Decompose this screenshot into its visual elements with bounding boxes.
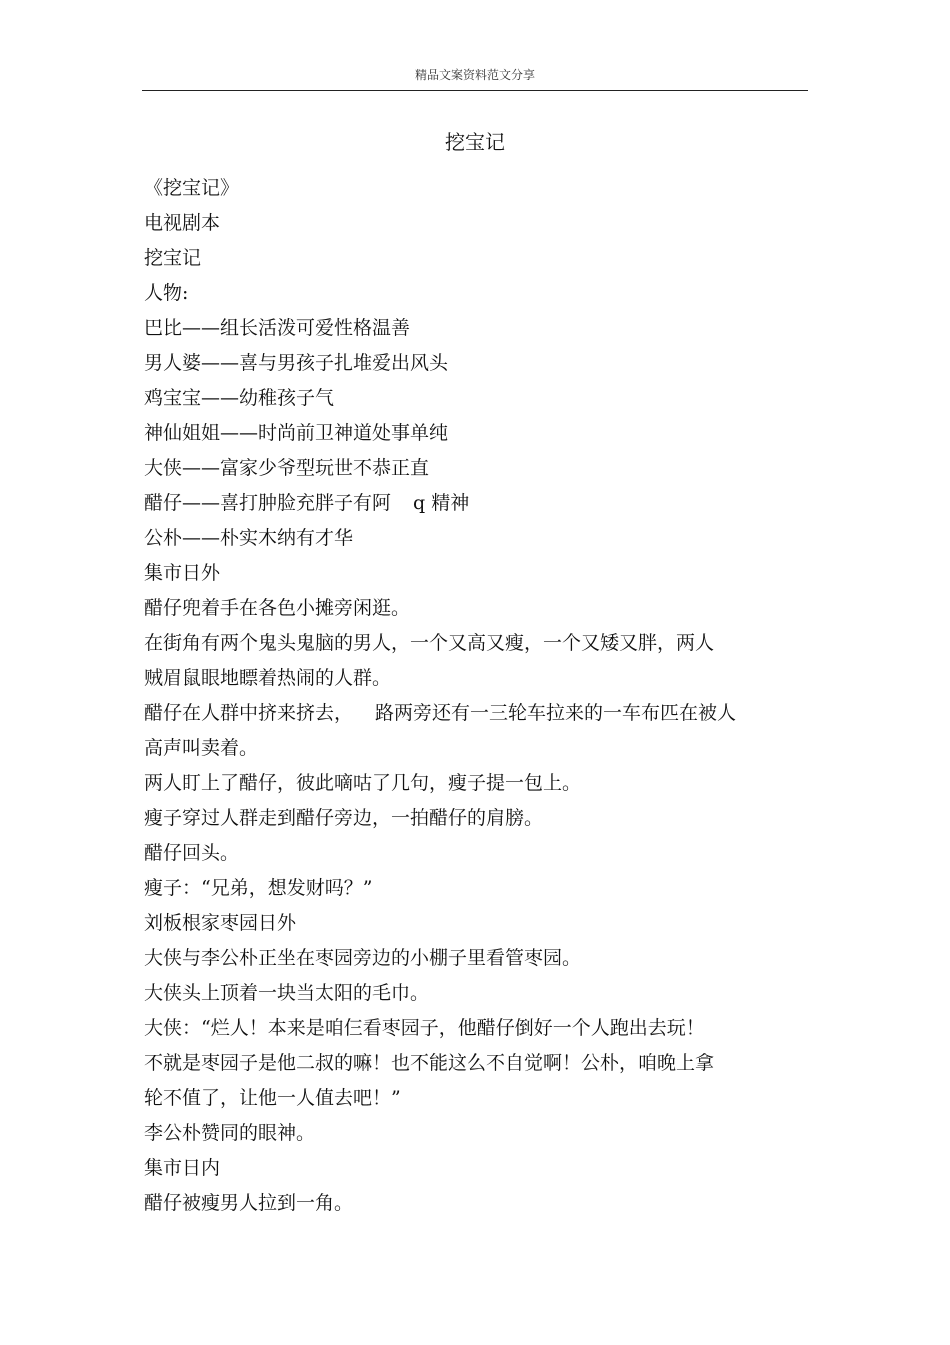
paragraph: 大侠头上顶着一块当太阳的毛巾。 bbox=[144, 982, 430, 1004]
paragraph: 大侠与李公朴正坐在枣园旁边的小棚子里看管枣园。 bbox=[144, 947, 582, 969]
header-divider bbox=[142, 90, 808, 91]
character-entry: 公朴——朴实木纳有才华 bbox=[144, 527, 354, 549]
character-entry: 大侠——富家少爷型玩世不恭正直 bbox=[144, 457, 430, 479]
character-entry: 神仙姐姐——时尚前卫神道处事单纯 bbox=[144, 422, 449, 444]
paragraph: 人物: bbox=[144, 282, 189, 304]
character-entry: 巴比——组长活泼可爱性格温善 bbox=[144, 317, 411, 339]
dialogue: 瘦子：“兄弟，想发财吗？” bbox=[144, 877, 373, 899]
paragraph: 瘦子穿过人群走到醋仔旁边，一拍醋仔的肩膀。 bbox=[144, 807, 544, 829]
paragraph: 醋仔回头。 bbox=[144, 842, 240, 864]
character-entry bbox=[144, 486, 784, 521]
paragraph: 《挖宝记》 bbox=[144, 177, 240, 199]
scene-heading: 集市日外 bbox=[144, 562, 221, 584]
dialogue: 轮不值了，让他一人值去吧！” bbox=[144, 1087, 401, 1109]
paragraph: 李公朴赞同的眼神。 bbox=[144, 1122, 316, 1144]
scene-heading: 刘板根家枣园日外 bbox=[144, 912, 297, 934]
page-header: 精品文案资料范文分享 bbox=[414, 68, 535, 82]
scene-heading: 集市日内 bbox=[144, 1157, 221, 1179]
character-entry: 鸡宝宝——幼稚孩子气 bbox=[144, 387, 335, 409]
document-body bbox=[144, 171, 784, 1221]
paragraph: 挖宝记 bbox=[144, 247, 202, 269]
dialogue: 大侠：“烂人！本来是咱仨看枣园子，他醋仔倒好一个人跑出去玩！ bbox=[144, 1017, 705, 1039]
paragraph: 贼眉鼠眼地瞟着热闹的人群。 bbox=[144, 667, 392, 689]
paragraph: 在街角有两个鬼头鬼脑的男人，一个又高又瘦，一个又矮又胖，两人 bbox=[144, 632, 715, 654]
line-part: 醋仔在人群中挤来挤去， bbox=[144, 702, 354, 724]
line-part: 路两旁还有一三轮车拉来的一车布匹在被人 bbox=[375, 702, 737, 724]
line-part: 醋仔——喜打肿脸充胖子有阿 bbox=[144, 492, 392, 514]
paragraph: 电视剧本 bbox=[144, 212, 221, 234]
paragraph: 两人盯上了醋仔，彼此嘀咕了几句，瘦子提一包上。 bbox=[144, 772, 582, 794]
paragraph: 醋仔兜着手在各色小摊旁闲逛。 bbox=[144, 597, 411, 619]
paragraph: 高声叫卖着。 bbox=[144, 737, 259, 759]
paragraph: 醋仔被瘦男人拉到一角。 bbox=[144, 1192, 354, 1214]
dialogue: 不就是枣园子是他二叔的嘛！也不能这么不自觉啊！公朴，咱晚上拿 bbox=[144, 1052, 715, 1074]
character-entry: 男人婆——喜与男孩子扎堆爱出风头 bbox=[144, 352, 449, 374]
line-part: q 精神 bbox=[413, 492, 470, 514]
document-title: 挖宝记 bbox=[445, 130, 505, 154]
paragraph bbox=[144, 696, 784, 731]
